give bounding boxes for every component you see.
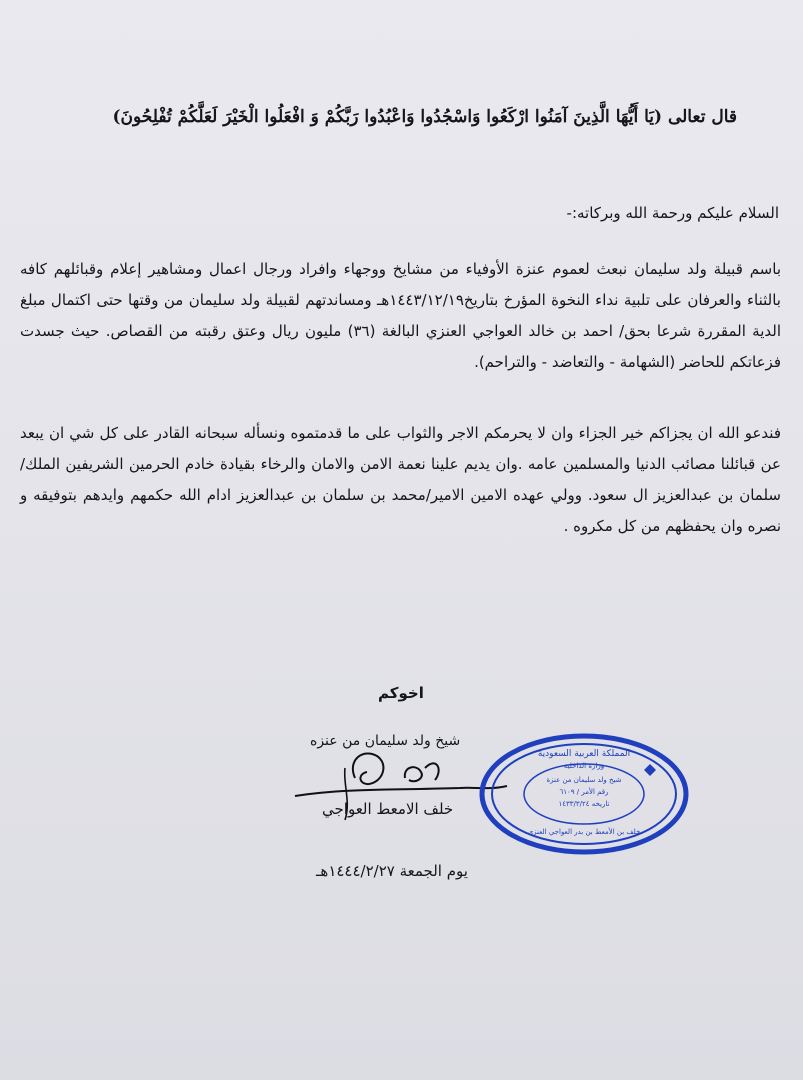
closing-word: اخوكم	[378, 684, 424, 702]
official-seal-stamp	[476, 730, 692, 858]
greeting-line: السلام عليكم ورحمة الله وبركاته:-	[566, 204, 779, 222]
stamp-text-6: خلف بن الأمعط بن بدر العواجي العنزي	[527, 828, 641, 836]
paragraph-thanks: باسم قبيلة ولد سليمان نبعث لعموم عنزة الأوفياء من مشايخ ووجهاء وافراد ورجال اعمال ومشاهير إعلام وقبائلهم كافه بالثناء والعرفان على تلبية نداء النخوة المؤرخ بتاريخ١٤٤٣/١٢/١٩هـ ومساندتهم لقبيلة ولد سليمان من وقتها حتى اكتمال مبلغ الدية المقررة شرعا بحق/ احمد بن خالد العواجي العنزي البالغة (٣٦) مليون ريال وعتق رقبته من القصاص. حيث جسدت فزعاتكم للحاضر (الشهامة - والتعاضد - والتراحم).	[20, 260, 781, 371]
stamp-text-2: وزارة الداخلية	[563, 762, 605, 770]
stamp-text-1: المملكة العربية السعودية	[537, 749, 631, 759]
stamp-text-4: رقم الأمر / ٦١٠٩	[559, 788, 609, 796]
letter-date: يوم الجمعة ١٤٤٤/٢/٢٧هـ	[316, 862, 468, 880]
stamp-text-5: تاريخه ١٤٣٣/٣/٢٤	[558, 800, 610, 808]
signer-name: خلف الامعط العواجي	[322, 800, 454, 818]
quran-verse-heading: قال تعالى (يَا أَيُّهَا الَّذِينَ آمَنُوا ارْكَعُوا وَاسْجُدُوا وَاعْبُدُوا رَبَّكُمْ وَ افْعَلُوا الْخَيْرَ لَعَلَّكُمْ تُفْلِحُونَ)	[112, 107, 737, 127]
signer-title: شيخ ولد سليمان من عنزه	[310, 733, 461, 749]
stamp-text-3: شيخ ولد سليمان من عنزة	[546, 776, 622, 784]
paragraph-prayer: فندعو الله ان يجزاكم خير الجزاء وان لا يحرمكم الاجر والثواب على ما قدمتموه ونسأله سبحانه القادر على كل شي ان يبعد عن قبائلنا مصائب الدنيا والمسلمين عامه .وان يديم علينا نعمة الامن والامان والرخاء بقيادة خادم الحرمين الشريفين الملك/ سلمان بن عبدالعزيز ال سعود. وولي عهده الامين الامير/محمد بن سلمان بن عبدالعزيز ادام الله حكمهم وايدهم بتوفيقه و نصره وان يحفظهم من كل مكروه .	[20, 424, 781, 535]
